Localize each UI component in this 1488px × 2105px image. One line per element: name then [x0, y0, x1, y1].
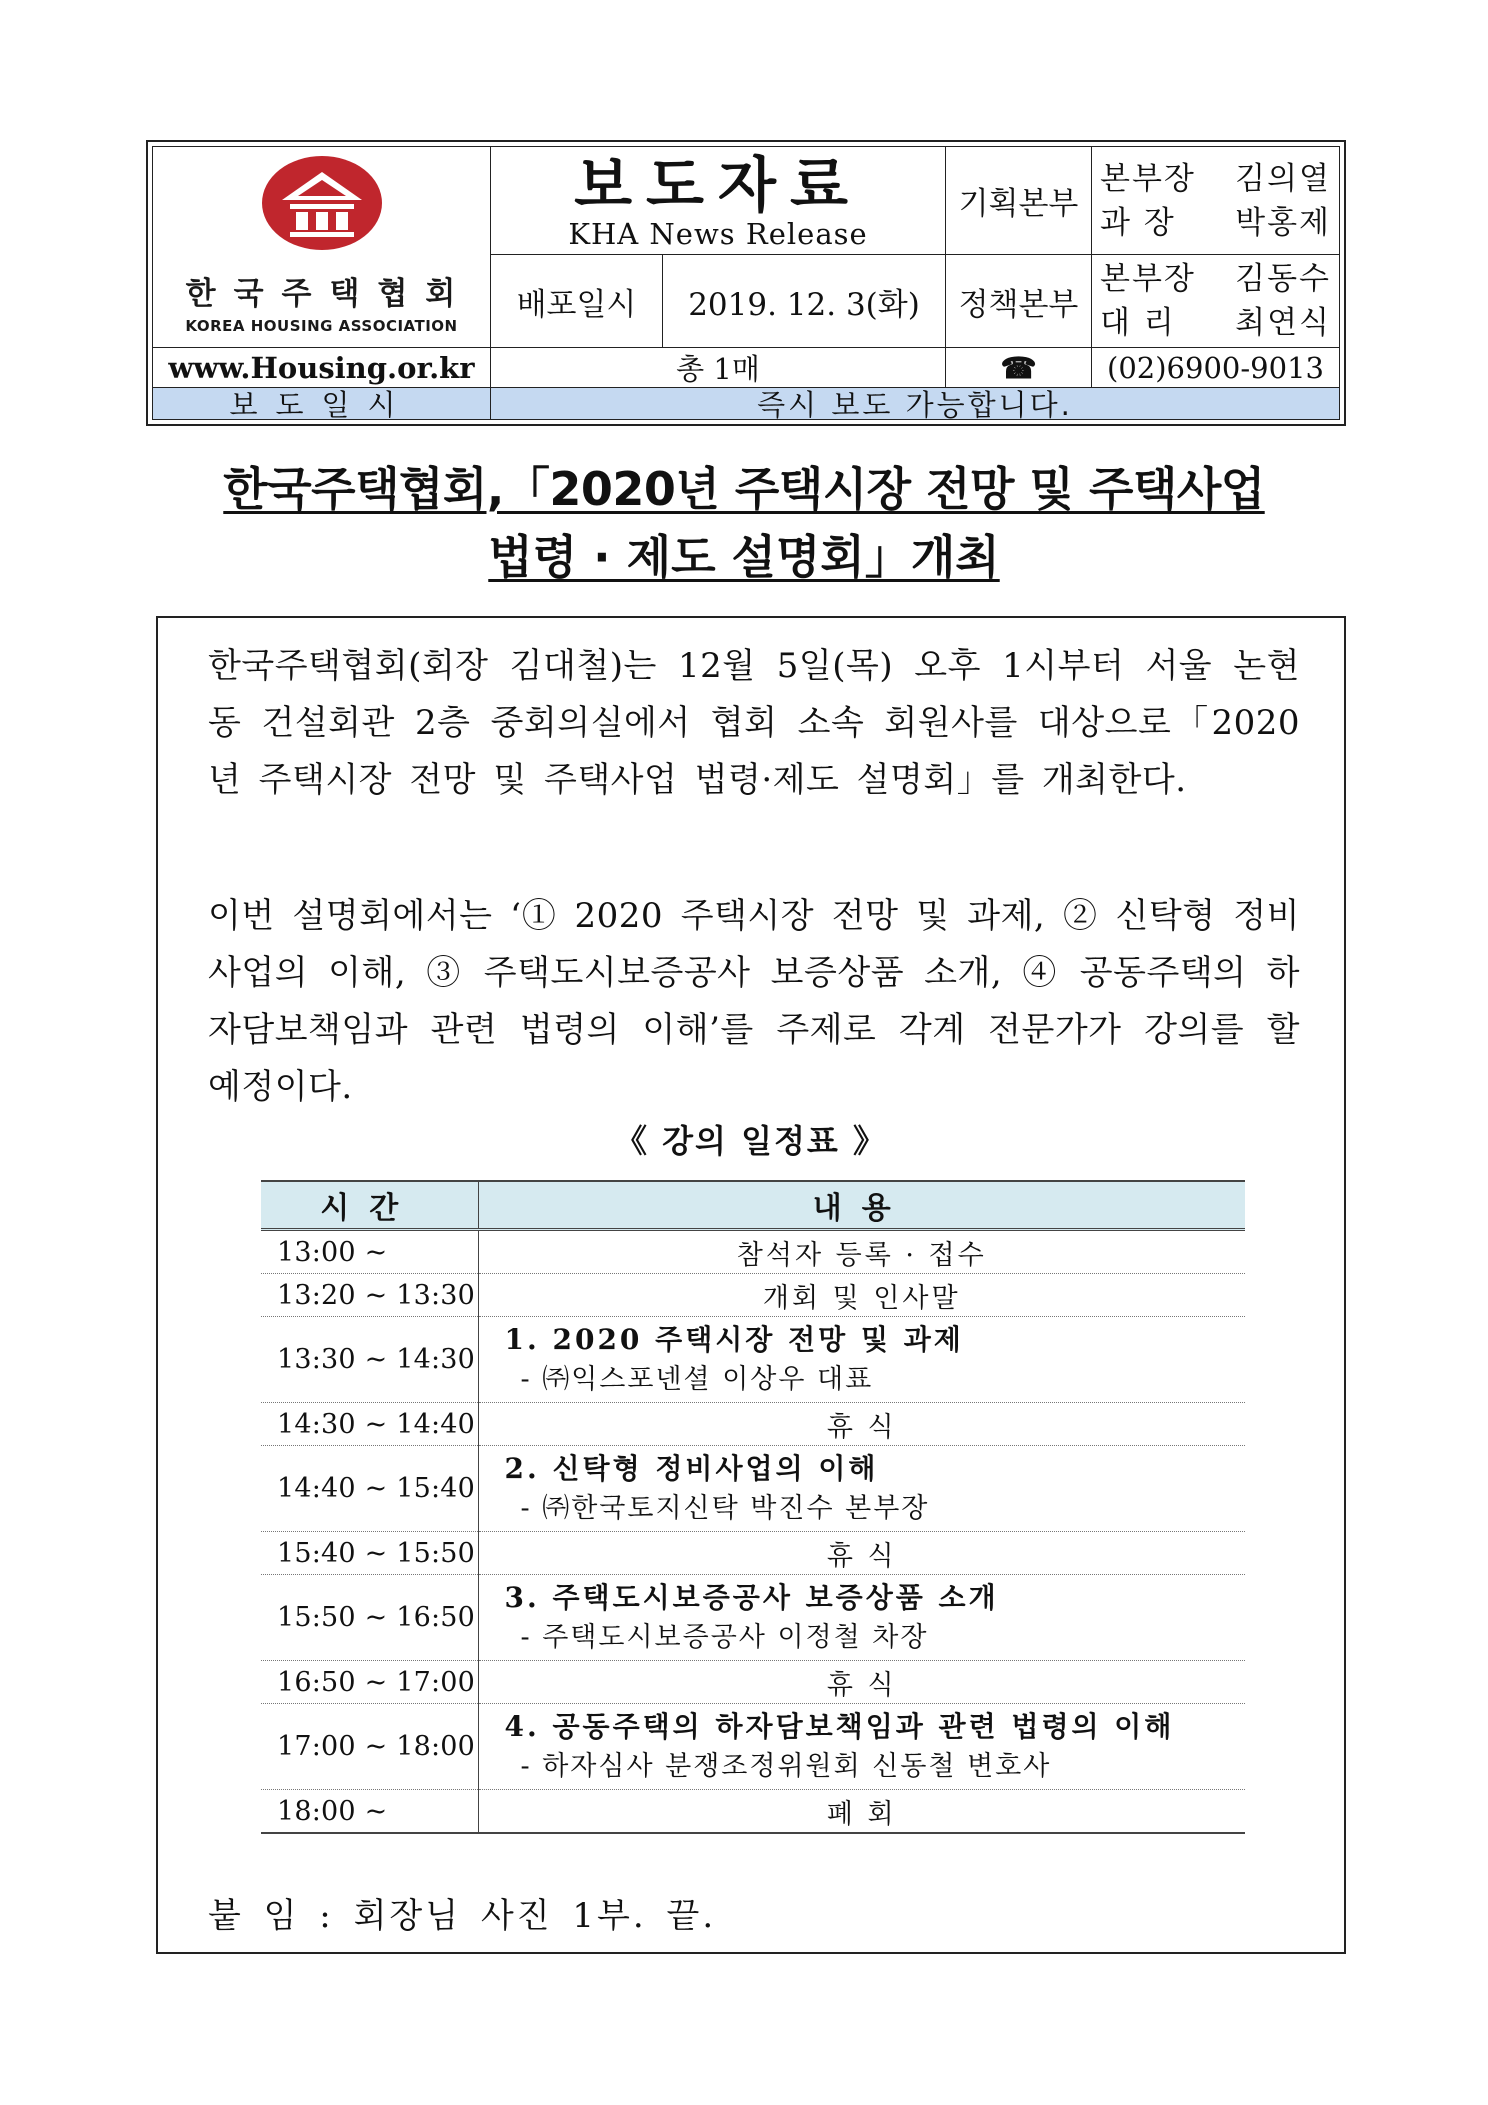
schedule-table [261, 1180, 1245, 1834]
time-cell: 15:50 ~ 16:50 [261, 1575, 478, 1661]
website-link[interactable]: www.Housing.or.kr [153, 347, 491, 387]
time-cell: 14:40 ~ 15:40 [261, 1446, 478, 1532]
distribution-date: 2019. 12. 3(화) [663, 255, 946, 347]
time-cell: 13:30 ~ 14:30 [261, 1317, 478, 1403]
logo-cell [153, 147, 491, 347]
kha-logo-icon [260, 154, 384, 252]
attachment-note: 붙 임 : 회장님 사진 1부. 끝. [208, 1896, 717, 1936]
org-name-en: KOREA HOUSING ASSOCIATION [185, 316, 458, 335]
col-header-content: 내용 [478, 1181, 1245, 1230]
doc-title-cell [491, 147, 946, 255]
dept-planning: 기획본부 [946, 147, 1092, 255]
paragraph-intro: 한국주택협회(회장 김대철)는 12월 5일(목) 오후 1시부터 서울 논현동 건설회관 2층 중회의실에서 협회 소속 회원사를 대상으로「2020년 주택시장 전망 및 주택사업 법령·제도 설명회」를 개최한다. [208, 646, 1300, 800]
phone-icon: ☎ [946, 347, 1092, 387]
contact-name: 김의열 [1235, 160, 1331, 197]
table-row [261, 1704, 1245, 1790]
release-label: 보도일시 [153, 387, 491, 419]
org-name-ko: 한국주택협회 [185, 275, 474, 312]
body-box [156, 616, 1346, 1954]
table-row [261, 1575, 1245, 1661]
session-speaker: - ㈜익스포넨셜 이상우 대표 [520, 1363, 874, 1395]
col-header-time: 시간 [261, 1181, 478, 1230]
time-cell: 14:30 ~ 14:40 [261, 1403, 478, 1446]
contact-role: 본부장 [1100, 160, 1196, 197]
content-cell: 휴 식 [478, 1532, 1245, 1575]
distribution-label: 배포일시 [491, 255, 663, 347]
headline-line2: 법령 · 제도 설명회」개최 [488, 530, 1000, 584]
content-cell [478, 1317, 1245, 1403]
doc-title: 보도자료 [574, 151, 862, 221]
release-text: 즉시 보도 가능합니다. [491, 387, 1339, 419]
contact-name: 김동수 [1235, 261, 1331, 297]
paragraph-topics: 이번 설명회에서는 ‘① 2020 주택시장 전망 및 과제, ② 신탁형 정비사업의 이해, ③ 주택도시보증공사 보증상품 소개, ④ 공동주택의 하자담보책임과 관련 법령의 이해’를 주제로 각계 전문가가 강의를 할 예정이다. [208, 896, 1300, 1107]
contacts-policy [1092, 255, 1339, 347]
time-cell: 17:00 ~ 18:00 [261, 1704, 478, 1790]
content-cell: 참석자 등록 · 접수 [478, 1230, 1245, 1274]
header-table [146, 140, 1346, 426]
content-cell [478, 1446, 1245, 1532]
table-row [261, 1446, 1245, 1532]
doc-title-en: KHA News Release [568, 217, 868, 251]
session-title: 1. 2020 주택시장 전망 및 과제 [504, 1322, 964, 1356]
session-title: 3. 주택도시보증공사 보증상품 소개 [504, 1580, 999, 1614]
contact-name: 박홍제 [1235, 204, 1331, 241]
content-cell [478, 1704, 1245, 1790]
table-row [261, 1317, 1245, 1403]
contact-role: 본부장 [1100, 261, 1196, 297]
content-cell [478, 1575, 1245, 1661]
table-row [261, 1790, 1245, 1834]
time-cell: 18:00 ~ [261, 1790, 478, 1834]
time-cell: 13:20 ~ 13:30 [261, 1274, 478, 1317]
session-speaker: - 주택도시보증공사 이정철 차장 [520, 1621, 929, 1653]
session-title: 4. 공동주택의 하자담보책임과 관련 법령의 이해 [504, 1709, 1175, 1743]
time-cell: 15:40 ~ 15:50 [261, 1532, 478, 1575]
session-title: 2. 신탁형 정비사업의 이해 [504, 1451, 879, 1485]
table-row [261, 1403, 1245, 1446]
contact-role: 과 장 [1100, 204, 1176, 241]
content-cell: 휴 식 [478, 1661, 1245, 1704]
headline-line1: 한국주택협회,「2020년 주택시장 전망 및 주택사업 [223, 462, 1265, 516]
session-speaker: - 하자심사 분쟁조정위원회 신동철 변호사 [520, 1750, 1052, 1782]
page-count: 총 1매 [491, 347, 946, 387]
table-row [261, 1532, 1245, 1575]
schedule-title: 《 강의 일정표 》 [615, 1122, 887, 1160]
table-row [261, 1230, 1245, 1274]
time-cell: 16:50 ~ 17:00 [261, 1661, 478, 1704]
phone-number: (02)6900-9013 [1092, 347, 1339, 387]
contact-name: 최연식 [1235, 305, 1331, 341]
contacts-planning [1092, 147, 1339, 255]
content-cell: 휴 식 [478, 1403, 1245, 1446]
contact-role: 대 리 [1100, 305, 1176, 341]
session-speaker: - ㈜한국토지신탁 박진수 본부장 [520, 1492, 930, 1524]
time-cell: 13:00 ~ [261, 1230, 478, 1274]
content-cell: 개회 및 인사말 [478, 1274, 1245, 1317]
table-row [261, 1661, 1245, 1704]
dept-policy: 정책본부 [946, 255, 1092, 347]
content-cell: 폐 회 [478, 1790, 1245, 1834]
table-row [261, 1274, 1245, 1317]
